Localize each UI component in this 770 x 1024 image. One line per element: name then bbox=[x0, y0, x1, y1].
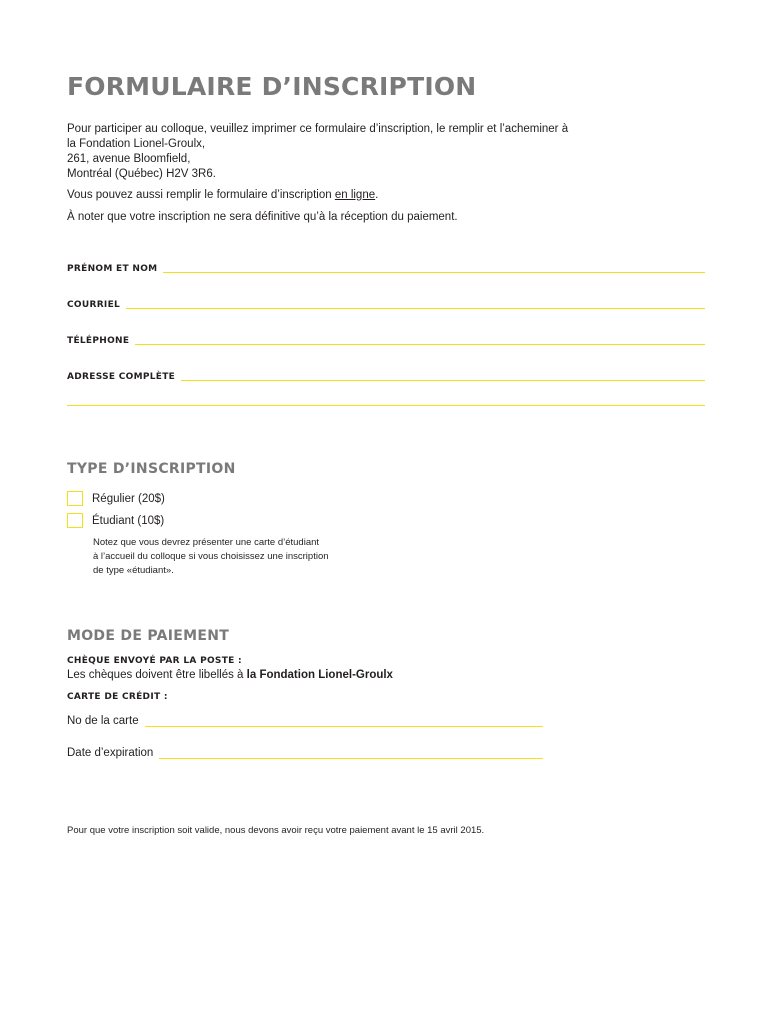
expiry-date-label: Date d’expiration bbox=[67, 747, 154, 759]
email-field-label: COURRIEL bbox=[67, 300, 121, 310]
student-note-line: de type «étudiant». bbox=[93, 565, 174, 576]
address-field[interactable] bbox=[67, 372, 705, 382]
page-title: FORMULAIRE D’INSCRIPTION bbox=[67, 72, 477, 101]
student-note-line: à l’accueil du colloque si vous choisissez une inscription bbox=[93, 551, 329, 562]
expiry-date-input-line[interactable] bbox=[159, 758, 543, 759]
option-student[interactable] bbox=[67, 513, 164, 528]
name-field[interactable] bbox=[67, 264, 705, 274]
email-field[interactable] bbox=[67, 300, 705, 310]
name-field-label: PRÉNOM ET NOM bbox=[67, 264, 158, 274]
address-field-continued[interactable] bbox=[67, 405, 705, 407]
address-input-line-2[interactable] bbox=[67, 405, 705, 406]
online-prefix: Vous pouvez aussi remplir le formulaire d’inscription bbox=[67, 189, 335, 201]
student-note bbox=[93, 536, 393, 578]
option-regular[interactable] bbox=[67, 491, 165, 506]
online-suffix: . bbox=[375, 189, 379, 201]
regular-checkbox[interactable] bbox=[67, 491, 83, 506]
credit-card-label: CARTE DE CRÉDIT : bbox=[67, 692, 168, 702]
registration-type-heading: TYPE D’INSCRIPTION bbox=[67, 461, 236, 477]
phone-field[interactable] bbox=[67, 336, 705, 346]
cheque-text: Les chèques doivent être libellés à bbox=[67, 669, 247, 681]
student-checkbox[interactable] bbox=[67, 513, 83, 528]
payment-notice: À noter que votre inscription ne sera définitive qu’à la réception du paiement. bbox=[67, 211, 458, 223]
intro-line: 261, avenue Bloomfield, bbox=[67, 153, 191, 165]
online-form-link[interactable]: en ligne bbox=[334, 189, 376, 201]
cheque-payee: la Fondation Lionel-Groulx bbox=[246, 669, 393, 681]
payment-method-heading: MODE DE PAIEMENT bbox=[67, 628, 230, 644]
intro-line: Montréal (Québec) H2V 3R6. bbox=[67, 168, 216, 180]
address-field-label: ADRESSE COMPLÈTE bbox=[67, 372, 176, 382]
phone-input-line[interactable] bbox=[135, 344, 705, 345]
regular-option-label: Régulier (20$) bbox=[92, 492, 165, 505]
expiry-date-field[interactable] bbox=[67, 747, 543, 760]
cheque-label: CHÈQUE ENVOYÉ PAR LA POSTE : bbox=[67, 656, 242, 666]
payment-deadline-note: Pour que votre inscription soit valide, nous devons avoir reçu votre paiement avant le 15 avril 2015. bbox=[67, 825, 485, 836]
intro-text bbox=[67, 122, 707, 225]
card-number-field[interactable] bbox=[67, 715, 543, 728]
online-sentence bbox=[67, 188, 707, 203]
email-input-line[interactable] bbox=[126, 308, 705, 309]
student-option-label: Étudiant (10$) bbox=[92, 514, 165, 527]
phone-field-label: TÉLÉPHONE bbox=[67, 336, 130, 346]
intro-line: la Fondation Lionel-Groulx, bbox=[67, 138, 206, 150]
card-number-label: No de la carte bbox=[67, 715, 139, 727]
cheque-instructions bbox=[67, 669, 393, 681]
address-input-line[interactable] bbox=[181, 380, 705, 381]
card-number-input-line[interactable] bbox=[145, 726, 543, 727]
intro-line: Pour participer au colloque, veuillez imprimer ce formulaire d’inscription, le remplir et l’acheminer à bbox=[67, 123, 569, 135]
student-note-line: Notez que vous devrez présenter une carte d’étudiant bbox=[93, 537, 320, 548]
name-input-line[interactable] bbox=[163, 272, 705, 273]
